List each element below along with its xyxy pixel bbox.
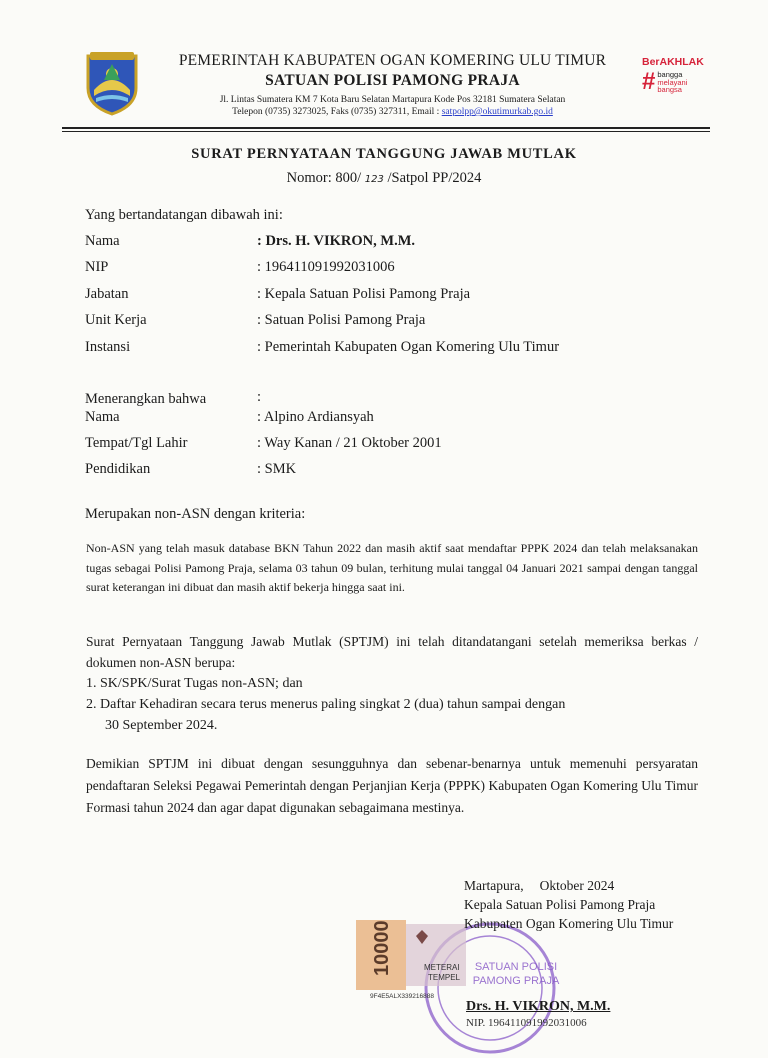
signer-unit-label: Unit Kerja — [85, 312, 147, 328]
nomor-handwritten: 123 — [364, 174, 384, 185]
explains-colon: : — [257, 389, 262, 405]
sign-date: Oktober 2024 — [539, 878, 615, 893]
signer-position-label: Jabatan — [85, 286, 129, 302]
header-divider-thin — [62, 131, 710, 132]
stamp-line2: PAMONG PRAJA — [472, 975, 560, 987]
subject-name-value: : Alpino Ardiansyah — [257, 409, 374, 425]
subject-birth-label: Tempat/Tgl Lahir — [85, 435, 188, 451]
bangsa-text: bangsa — [657, 85, 682, 94]
signer-nip-value: : 196411091992031006 — [257, 259, 395, 275]
bangga-text: bangga — [657, 70, 683, 79]
sptjm-paragraph: Surat Pernyataan Tanggung Jawab Mutlak (SPTJM) ini telah ditandatangani setelah memeriksa berkas / dokumen non-ASN berupa: — [86, 634, 698, 670]
criteria-heading: Merupakan non-ASN dengan kriteria: — [85, 506, 306, 522]
berakhlak-text: BerAKHLAK — [642, 56, 704, 68]
agency-name: SATUAN POLISI PAMONG PRAJA — [265, 72, 520, 89]
signer-unit-value: : Satuan Polisi Pamong Praja — [257, 312, 426, 328]
subject-name-label: Nama — [85, 409, 120, 425]
materai-label1: METERAI — [424, 963, 460, 972]
berakhlak-logo — [642, 56, 716, 94]
govt-name: PEMERINTAH KABUPATEN OGAN KOMERING ULU TIMUR — [178, 52, 607, 69]
signer-nip-label: NIP — [85, 259, 109, 275]
document-number — [0, 170, 768, 187]
document-list — [86, 673, 565, 736]
materai-value: 10000 — [371, 920, 393, 976]
agency-email-link[interactable]: satpolpp@okutimurkab.go.id — [441, 107, 553, 117]
list-item: 2. Daftar Kehadiran secara terus menerus paling singkat 2 (dua) tahun sampai dengan — [86, 697, 566, 712]
signer-agency-value: : Pemerintah Kabupaten Ogan Komering Ulu Timur — [257, 339, 560, 355]
signer-agency-label: Instansi — [85, 339, 131, 355]
closing-paragraph: Demikian SPTJM ini dibuat dengan sesungguhnya dan sebenar-benarnya untuk memenuhi persyaratan pendaftaran Seleksi Pegawai Pemerintah dengan Perjanjian Kerja (PPPK) Kabupaten Ogan Komering Ulu Timur Formasi tahun 2024 dan agar dapat digunakan sebagaimana mestinya. — [86, 756, 698, 815]
header-divider — [62, 127, 710, 129]
subject-birth-value: : Way Kanan / 21 Oktober 2001 — [257, 435, 442, 451]
subject-education-label: Pendidikan — [85, 461, 151, 477]
document-title: SURAT PERNYATAAN TANGGUNG JAWAB MUTLAK — [191, 146, 577, 162]
materai-serial: 9F4E5ALX339216888 — [370, 993, 434, 1000]
revenue-stamp — [354, 918, 472, 1000]
sign-position-1: Kepala Satuan Polisi Pamong Praja — [464, 897, 656, 912]
materai-label2: TEMPEL — [428, 973, 461, 982]
stamp-line1: SATUAN POLISI — [474, 961, 558, 973]
signer-nip: NIP. 196411091992031006 — [466, 1017, 587, 1029]
list-item-continuation: 30 September 2024. — [105, 718, 218, 733]
regency-emblem-icon — [84, 50, 140, 116]
signature-block — [464, 876, 673, 933]
signer-name-label: Nama — [85, 233, 120, 249]
nomor-prefix: Nomor: 800/ — [286, 170, 365, 186]
agency-contact — [150, 107, 635, 117]
agency-phone: Telepon (0735) 3273025, Faks (0735) 327311, Email : — [232, 107, 442, 117]
sign-position-2: Kabupaten Ogan Komering Ulu Timur — [464, 916, 674, 931]
criteria-paragraph: Non-ASN yang telah masuk database BKN Tahun 2022 dan masih aktif saat mendaftar PPPK 2024 dan telah melaksanakan tugas sebagai Polisi Pamong Praja, selama 03 tahun 09 bulan, terhitung mulai tanggal 04 Januari 2021 sampai dengan tanggal surat keterangan ini dibuat dan masih aktif bekerja hingga saat ini. — [86, 541, 698, 595]
hashtag-icon: # — [642, 68, 656, 96]
signer-position-value: : Kepala Satuan Polisi Pamong Praja — [257, 286, 471, 302]
nomor-suffix: /Satpol PP/2024 — [383, 170, 482, 186]
subject-education-value: : SMK — [257, 461, 297, 477]
explains-label: Menerangkan bahwa — [85, 391, 207, 407]
signer-name: Drs. H. VIKRON, M.M. — [466, 999, 611, 1014]
intro-text: Yang bertandatangan dibawah ini: — [85, 207, 283, 223]
melayani-text: melayani — [657, 77, 688, 87]
agency-address: Jl. Lintas Sumatera KM 7 Kota Baru Selatan Martapura Kode Pos 32181 Sumatera Selatan — [219, 95, 566, 105]
signer-name-value: : Drs. H. VIKRON, M.M. — [257, 233, 416, 249]
list-item: 1. SK/SPK/Surat Tugas non-ASN; dan — [86, 676, 303, 691]
sign-place: Martapura, — [464, 878, 524, 893]
